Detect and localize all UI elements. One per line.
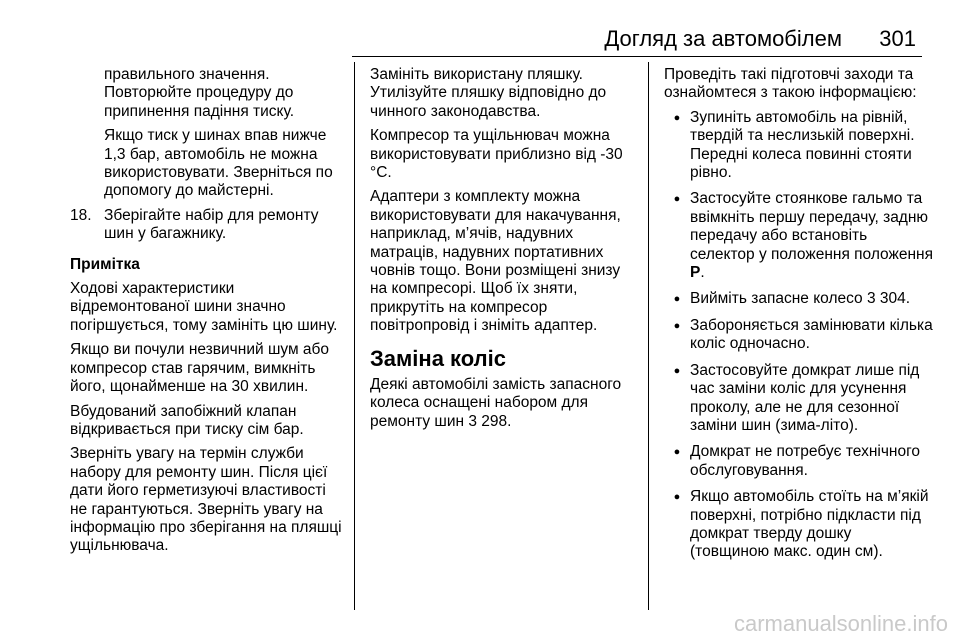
bullet-icon: ● [673, 446, 681, 459]
note-paragraph: Вбудований запобіжний клапан відкривається при тиску сім бар. [70, 402, 304, 438]
intro-paragraph: Проведіть такі підготовчі заходи та ознайомтеся з такою інформацією: [664, 66, 917, 102]
step-18 [70, 207, 342, 244]
list-item [664, 290, 934, 308]
column-3 [664, 66, 934, 570]
step-number: 18. [70, 206, 92, 224]
bullet-text[interactable]: Вийміть запасне колесо 3 304. [690, 290, 911, 308]
list-item: ● Зупиніть автомобіль на рівній, твердій та неслизькій поверхні. Передні колеса повинні стояти рівно. [664, 109, 934, 183]
list-item [664, 317, 934, 354]
gear-position-label: P [690, 264, 701, 282]
page-header [0, 0, 960, 60]
section-paragraph [370, 376, 636, 431]
paragraph: Компресор та ущільнювач можна використовувати приблизно від -30 °C. [370, 127, 623, 182]
list-item [664, 362, 934, 436]
page-reference-link[interactable]: 3 298. [468, 412, 512, 430]
bullet-icon: ● [673, 319, 681, 332]
list-item: ● Застосуйте стоянкове гальмо та ввімкніть першу передачу, задню передачу або встановіть селектор у положення положення P. [664, 190, 934, 282]
list-item [664, 443, 934, 480]
bullet-icon: ● [673, 364, 681, 377]
column-1 [70, 66, 342, 562]
bullet-icon: ● [673, 293, 681, 306]
bullet-text: Застосуйте стоянкове гальмо та ввімкніть першу передачу, задню передачу або встановіть селектор у положення положення [690, 190, 933, 263]
column-divider-1 [354, 62, 355, 610]
paragraph: Замініть використану пляшку. Утилізуйте пляшку відповідно до чинного законодавства. [370, 66, 607, 120]
bullet-icon: ● [673, 491, 681, 504]
section-text: Деякі автомобілі замість запасного колеса оснащені набором для ремонту шин [370, 375, 622, 430]
watermark: carmanualsonline.info [733, 611, 948, 636]
list-item [664, 488, 934, 562]
section-title: Заміна коліс [370, 345, 506, 371]
bullet-text: Застосовуйте домкрат лише під час заміни коліс для усунення проколу, але не для сезонної заміни шин (зима-літо). [690, 361, 920, 434]
note-paragraph: Ходові характеристики відремонтованої шини значно погіршується, тому замініть цю шину. [70, 280, 338, 334]
bullet-text: Забороняється замінювати кілька коліс одночасно. [690, 316, 933, 353]
header-title: Догляд за автомобілем [604, 26, 842, 51]
page-number: 301 [879, 26, 916, 51]
step-text: Зберігайте набір для ремонту шин у багажнику. [104, 206, 319, 243]
paragraph: Адаптери з комплекту можна використовувати для накачування, наприклад, м’ячів, надувних матраців, надувних портативних човнів тощо. Вони розміщені знизу на компресорі. Щоб їх зняти, прикрутіть на компресор повітропровід і зніміть адаптер. [370, 188, 621, 335]
bullet-icon: ● [673, 111, 681, 124]
column-2 [370, 66, 636, 437]
pressure-warning-paragraph: Якщо тиск у шинах впав нижче 1,3 бар, автомобіль не можна використовувати. Зверніться по допомогу до майстерні. [104, 127, 333, 200]
column-divider-2 [648, 62, 649, 610]
note-paragraph: Зверніть увагу на термін служби набору для ремонту шин. Після цієї дати його герметизуючі властивості не гарантуються. Зверніть увагу на інформацію про зберігання на пляшці ущільнювача. [70, 445, 342, 555]
bullet-text: Домкрат не потребує технічного обслуговування. [690, 443, 921, 479]
header-rule [352, 56, 922, 57]
note-title: Примітка [70, 255, 140, 273]
note-paragraph: Якщо ви почули незвичний шум або компресор став гарячим, вимкніть його, щонайменше на 30 хвилин. [70, 341, 330, 396]
bullet-icon: ● [673, 193, 681, 206]
bullet-text: Якщо автомобіль стоїть на м’якій поверхні, потрібно підкласти під домкрат тверду дошку (товщиною макс. один см). [690, 488, 929, 561]
bullet-list [664, 109, 934, 562]
continued-paragraph: правильного значення. Повторюйте процедуру до припинення падіння тиску. [104, 66, 295, 120]
